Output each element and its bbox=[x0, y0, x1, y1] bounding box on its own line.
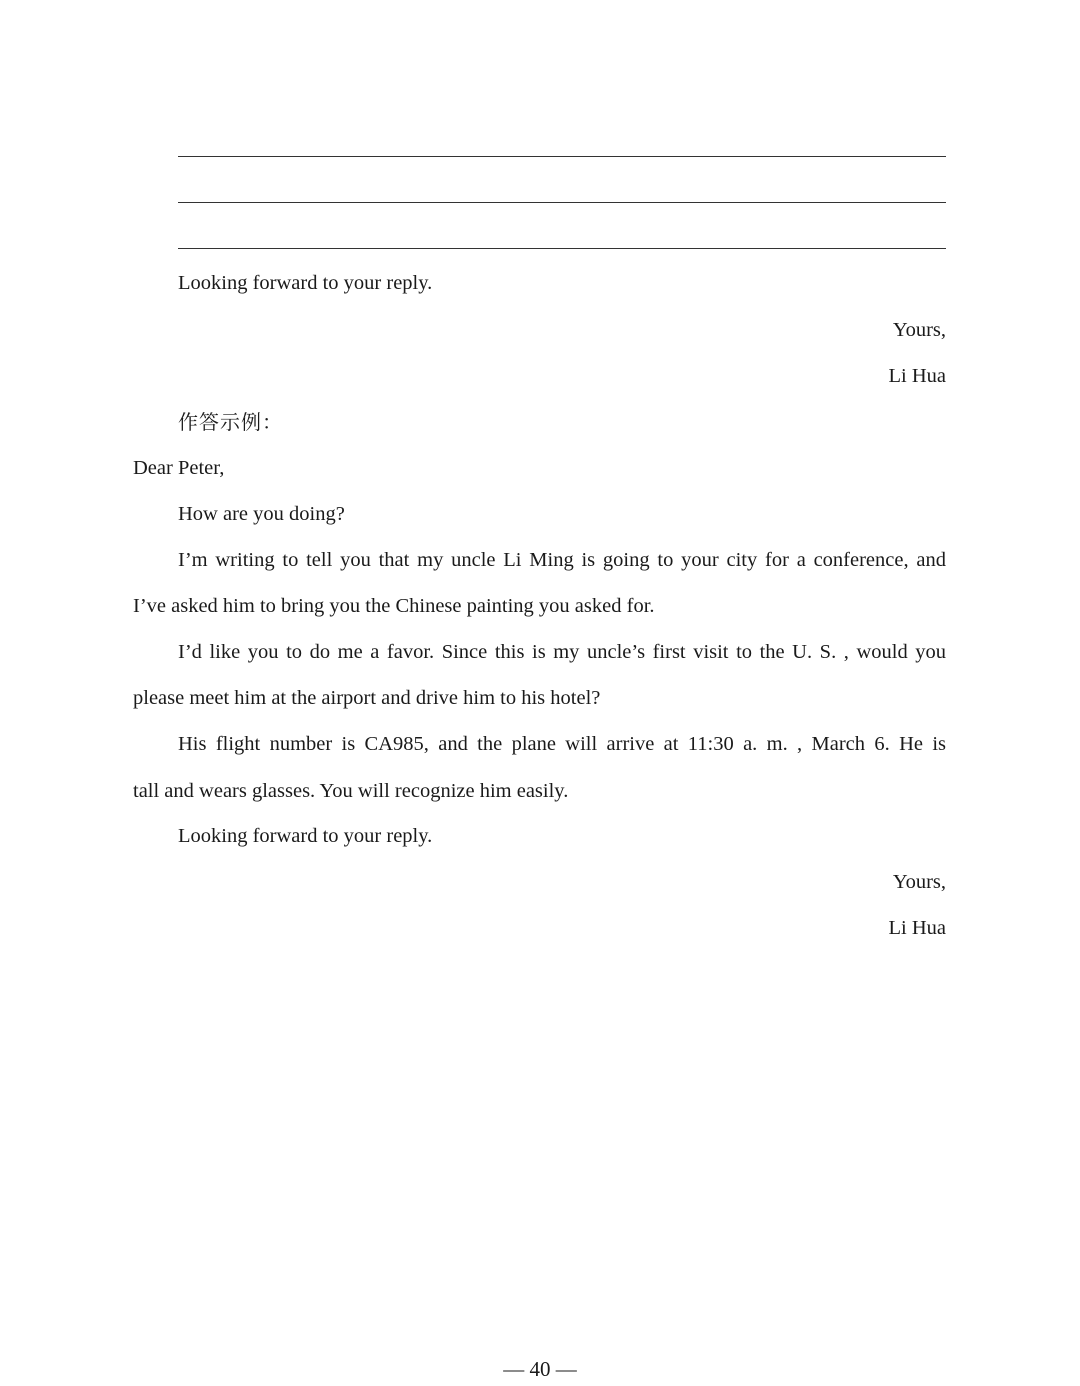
answer-line-3 bbox=[178, 248, 946, 249]
letter-paragraph-2-line-1: I’d like you to do me a favor. Since this is my uncle’s first visit to the U. S. , would you bbox=[178, 641, 946, 663]
page-number: — 40 — bbox=[503, 1357, 577, 1381]
letter-paragraph-3-line-1: His flight number is CA985, and the plane will arrive at 11:30 a. m. , March 6. He is bbox=[178, 733, 946, 755]
letter-greeting: How are you doing? bbox=[178, 503, 345, 525]
letter-salutation: Dear Peter, bbox=[133, 457, 225, 479]
letter-paragraph-1-line-1: I’m writing to tell you that my uncle Li Ming is going to your city for a conference, and bbox=[178, 549, 946, 571]
template-sign-off: Yours, bbox=[892, 319, 946, 341]
answer-line-1 bbox=[178, 156, 946, 157]
letter-signature: Li Hua bbox=[888, 917, 946, 939]
sample-answer-heading: 作答示例： bbox=[178, 410, 283, 434]
template-closing-line: Looking forward to your reply. bbox=[178, 272, 433, 294]
letter-paragraph-1-line-2: I’ve asked him to bring you the Chinese painting you asked for. bbox=[133, 595, 655, 617]
letter-sign-off: Yours, bbox=[892, 871, 946, 893]
letter-closing-line: Looking forward to your reply. bbox=[178, 825, 433, 847]
template-signature: Li Hua bbox=[888, 365, 946, 387]
letter-paragraph-2-line-2: please meet him at the airport and drive him to his hotel? bbox=[133, 687, 601, 709]
answer-line-2 bbox=[178, 202, 946, 203]
letter-paragraph-3-line-2: tall and wears glasses. You will recognize him easily. bbox=[133, 780, 569, 802]
